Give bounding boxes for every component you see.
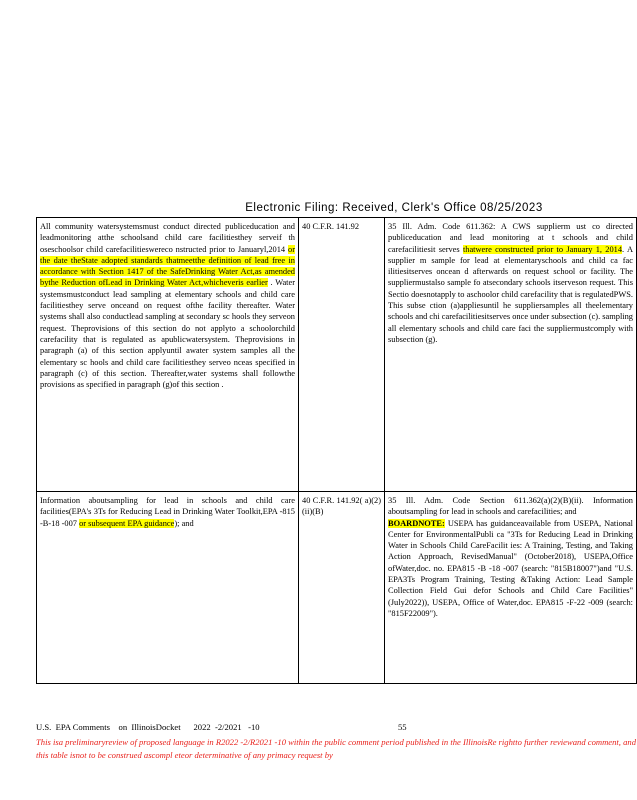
- federal-citation-cell: [299, 492, 385, 684]
- cell-text: USEPA has guidanceavailable from USEPA, National Center for EnvironmentalPubli ca "3Ts for Reducing Lead in Drinking Water in Schools Child CareFacilit ies: A Training, Testing, and Taking Action Approach, RevisedManual" (October2018), USEPA,Office ofWater,doc. no. EPA815 -B -18 -007 (search: "815B18007")and "U.S. EPA3Ts Program Training, Testing &Taking Action: Lead Sample Collection Field Gui defor Schools and Child Care Facilities" (July2022)), USEPA, Office of Water,doc. EPA815 -F-22 -009 (search: "815F22009").: [388, 518, 633, 618]
- federal-rule-text-cell: [37, 492, 299, 684]
- highlighted-text: or the date theState adopted standards thatmeetthe definition of lead free in accordance with Section 1417 of the SafeDrinking Water Act,as amended bythe Reduction ofLead in Drinking Water Act,whicheveris earlier: [40, 244, 295, 288]
- cell-text: 35 Ill. Adm. Code Section 611.362(a)(2)(B)(ii). Information aboutsampling for lead in schools and carefacilities; and: [388, 496, 633, 517]
- page-number: 55: [398, 722, 407, 732]
- state-rule-text-cell: [385, 492, 637, 684]
- highlighted-text: or subsequent EPA guidance: [79, 518, 175, 528]
- preliminary-review-disclaimer: This isa preliminaryreview of proposed language in R2022 -2/R2021 -10 within the public comment period published in the IllinoisRe rightto further reviewand comment, and this table isnot to be construed ascompl eteor determinative of any primacy request by: [36, 737, 636, 760]
- page-footer: [36, 722, 636, 732]
- table-row: [37, 218, 637, 492]
- state-rule-text-cell: [385, 218, 637, 492]
- citation-text: 40 C.F.R. 141.92: [302, 222, 360, 231]
- cell-text: . A supplier m sample for lead at elementaryschools and child ca fac ilitiesitserves oncean d afterwards on request school or facility. The suppliermustalso sample fo atsecondary schools itserveson request. This Sectio doesnotapply to aschoolor child carefacility that is regulatedPWS. This subse ction (a)appliesuntil he suppliersamples all theelementary schools and chi carefacilitiesitserves once under subsection (c). sampling all elementary schools and child care faci the suppliermustcomply with subsection (g).: [388, 244, 634, 344]
- footer-docket-title: U.S. EPA Comments on IllinoisDocket 2022 -2/2021 -10: [36, 722, 260, 732]
- federal-citation-cell: [299, 218, 385, 492]
- regulation-comparison-table: [36, 217, 637, 684]
- federal-rule-text-cell: [37, 218, 299, 492]
- cell-text: Information aboutsampling for lead in schools and child care facilities(EPA's 3Ts for Reducing Lead in Drinking Water Toolkit,EPA -815 -B-18 -007: [40, 496, 295, 528]
- highlighted-text: thatwere constructed prior to January 1, 2014: [462, 244, 623, 254]
- cell-text: ); and: [174, 518, 194, 528]
- cell-text: 35 Ill. Adm. Code 611.362: A CWS supplierm ust co directed publiceducation and lead monitoring at t schools and child carefacilitiesit serves: [388, 222, 633, 254]
- citation-text: 40 C.F.R. 141.92( a)(2)(ii)(B): [302, 496, 381, 517]
- electronic-filing-header: Electronic Filing: Received, Clerk's Office 08/25/2023: [245, 202, 543, 214]
- cell-text: All community watersystemsmust conduct directed publiceducation and leadmonitoring atthe schoolsand child care facilitiesthey serveif th oseschoolsor child carefacilitieswereco nstructed prior to Januaryl,2014: [40, 222, 295, 254]
- board-note-label: BOARDNOTE:: [388, 518, 445, 528]
- table-row: [37, 492, 637, 684]
- cell-text: . Water systemsmustconduct lead sampling at elementary schools and child care facilitiesthey serve onceand on request ofthe facility thereafter. Water systems shall also conductlead sampling at secondary sc hools they serveon request. Theprovisions of this section do not applyto a schoolorchild carefacility that is regulated as apublicwatersystem. Theprovisions in paragraph (a) of this section applyuntil awater system samples all the elementary sc hools and child care facilitiesthey serveo nceas specified in paragraph (c) of this section. Thereafter,water systems shall followthe provisions as specified in paragraph (g)of this section .: [40, 278, 296, 390]
